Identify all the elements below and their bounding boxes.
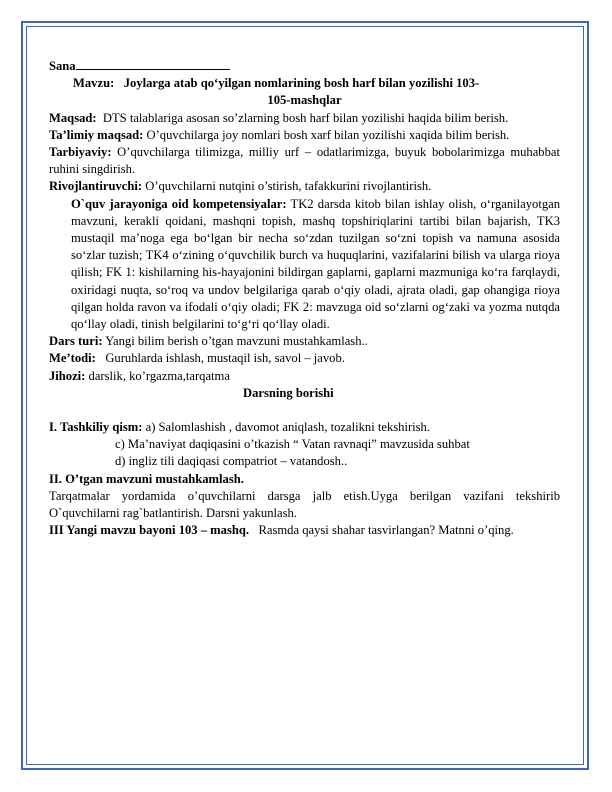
competencies: O`quv jarayoniga oid kompetensiyalar: TK2 darsda kitob bilan ishlay olish, o‘rganilayotgan mavzuni, kerakli qoidani, mashqni topish, mashq topshiriqlarini tartibi bilan bajarish, TK3 mustaqil ma’noga ega bo‘lgan bir necha so‘zdan tuzilgan so‘zni topish va namuna asosida so‘zlar tuzish; TK4 o‘zining o‘quvchilik burch va huquqlarini, vazifalarini bilish va ularga rioya qilish; FK 1: kishilarning his-hayajonini bildirgan gaplarni, gaplarni mazmuniga ko‘ra farqlaydi, oxiridagi nuqta, so‘roq va undov belgilariga qarab o‘qiy oladi, ajrata oladi, gap ohangiga rioya qilgan holda ravon va ifodali o‘qiy oladi; FK 2: mavzuga oid so‘zlarni og‘zaki va yozma nutqda qo‘llay oladi, tinish belgilarini to‘g‘ri qo‘llay oladi. [71,196,561,332]
lesson-course-heading: Darsning borishi [243,385,334,400]
lesson-type: Dars turi: Yangi bilim berish o’tgan mavzuni mustahkamlash.. [49,334,368,349]
date-blank [76,58,230,70]
edu-goal: Ta’limiy maqsad: O’quvchilarga joy nomlari bosh xarf bilan yozilishi xaqida bilim berish. [49,127,510,142]
section-2-text: Tarqatmalar yordamida o’quvchilarni darsga jalb etish.Uyga berilgan vazifani tekshirib O`quvchilarni rag`batlantirish. Darsni yakunlash. [49,488,560,521]
section-1: I. Tashkiliy qism: a) Salomlashish , davomot aniqlash, tozalikni tekshirish. [49,420,430,435]
section-1-d: d) ingliz tili daqiqasi compatriot – vatandosh.. [115,454,348,469]
lesson-plan [49,58,560,539]
upbringing-goal: Tarbiyaviy: O’quvchilarga tilimizga, milliy urf – odatlarimizga, buyuk bobolarimizga muhabbat ruhini singdirish. [49,145,560,177]
section-2-heading: II. O’tgan mavzuni mustahkamlash. [49,471,244,486]
section-1-c: c) Ma’naviyat daqiqasini o’tkazish “ Vatan ravnaqi” mavzusida suhbat [115,437,470,452]
section-3: III Yangi mavzu bayoni 103 – mashq. Rasmda qaysi shahar tasvirlangan? Matnni o’qing. [49,523,514,538]
method: Me’todi: Guruhlarda ishlash, mustaqil ish, savol – javob. [49,351,345,366]
goal: Maqsad: DTS talablariga asosan so’zlarning bosh harf bilan yozilishi haqida bilim berish. [49,110,509,125]
lesson-title: Mavzu: Joylarga atab qo‘yilgan nomlarining bosh harf bilan yozilishi 103- [73,76,480,91]
lesson-title-cont: 105-mashqlar [267,93,342,108]
development-goal: Rivojlantiruvchi: O’quvchilarni nutqini o’stirish, tafakkurini rivojlantirish. [49,179,432,194]
equipment: Jihozi: darslik, ko’rgazma,tarqatma [49,368,230,383]
date-line: Sana [49,58,560,75]
